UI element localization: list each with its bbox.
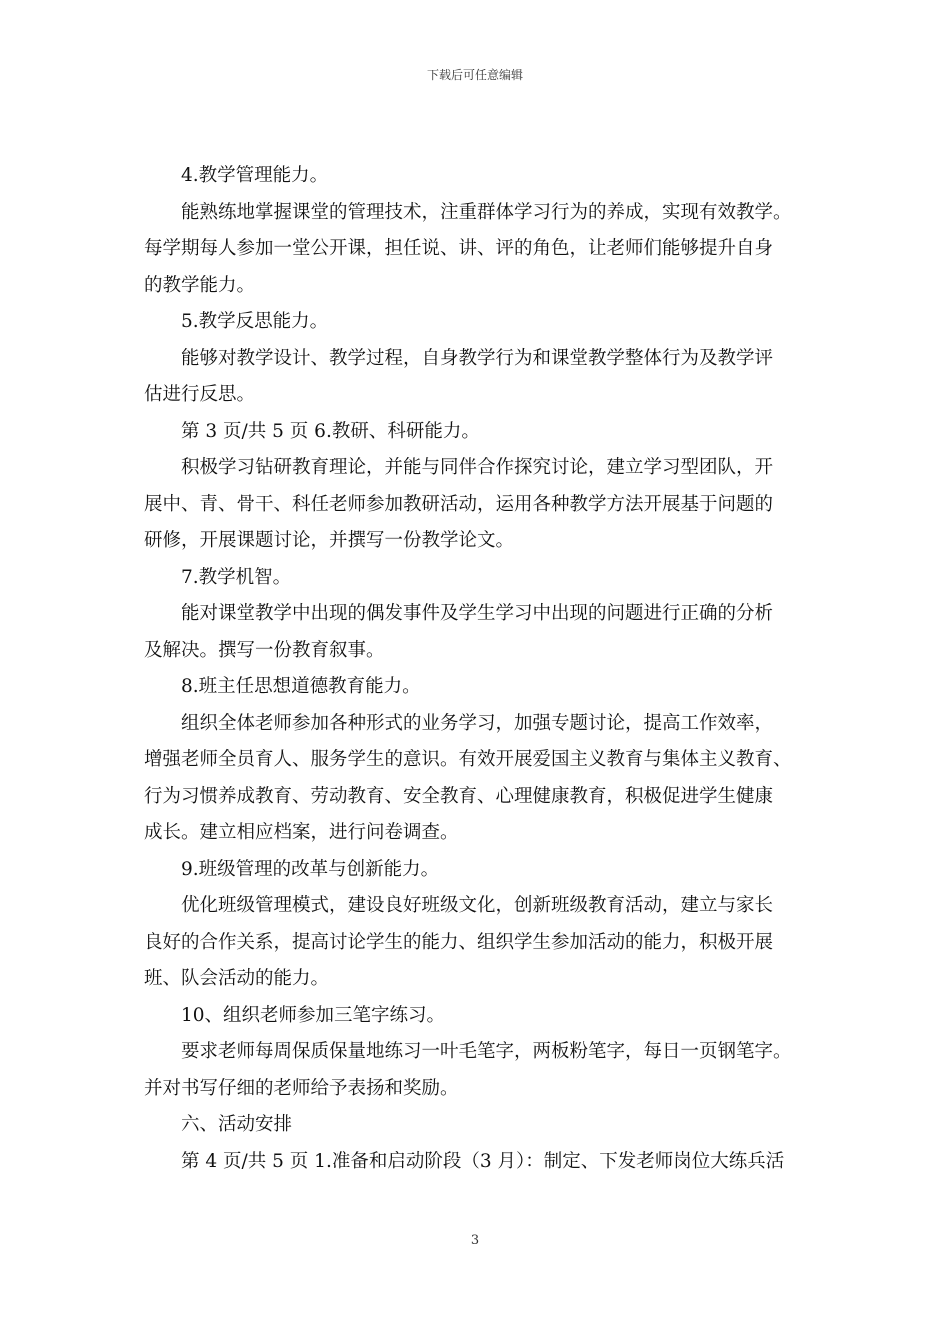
text-line: 要求老师每周保质保量地练习一叶毛笔字，两板粉笔字，每日一页钢笔字。 (181, 1041, 792, 1062)
text-line: 行为习惯养成教育、劳动教育、安全教育、心理健康教育，积极促进学生健康 (144, 785, 774, 807)
text-line: 及解决。撰写一份教育叙事。 (144, 639, 385, 661)
text-line: 增强老师全员育人、服务学生的意识。有效开展爱国主义教育与集体主义教育、 (144, 749, 792, 770)
text-line: 4.教学管理能力。 (181, 165, 329, 186)
text-line: 8.班主任思想道德教育能力。 (181, 676, 421, 697)
text-line: 5.教学反思能力。 (181, 311, 329, 332)
text-line: 第 4 页/共 5 页 1.准备和启动阶段（3 月）：制定、下发老师岗位大练兵活 (181, 1150, 785, 1172)
text-line: 良好的合作关系，提高讨论学生的能力、组织学生参加活动的能力，积极开展 (144, 931, 774, 953)
text-line: 组织全体老师参加各种形式的业务学习，加强专题讨论，提高工作效率， (181, 712, 774, 734)
page-number: 3 (470, 1233, 480, 1248)
text-line: 优化班级管理模式，建设良好班级文化，创新班级教育活动，建立与家长 (181, 895, 774, 916)
text-line: 研修，开展课题讨论，并撰写一份教学论文。 (144, 530, 515, 551)
text-line: 班、队会活动的能力。 (144, 968, 330, 989)
text-line: 积极学习钻研教育理论，并能与同伴合作探究讨论，建立学习型团队，开 (181, 457, 774, 478)
text-line: 10、组织老师参加三笔字练习。 (181, 1004, 446, 1026)
text-line: 成长。建立相应档案，进行问卷调查。 (144, 822, 459, 843)
text-line: 六、活动安排 (181, 1114, 293, 1135)
text-line: 9.班级管理的改革与创新能力。 (181, 858, 440, 880)
text-line: 并对书写仔细的老师给予表扬和奖励。 (144, 1077, 459, 1099)
text-line: 能对课堂教学中出现的偶发事件及学生学习中出现的问题进行正确的分析 (181, 603, 774, 624)
text-line: 展中、青、骨干、科任老师参加教研活动，运用各种教学方法开展基于问题的 (144, 493, 774, 515)
text-line: 估进行反思。 (144, 384, 256, 405)
document-body (144, 158, 810, 1180)
text-line: 每学期每人参加一堂公开课，担任说、讲、评的角色，让老师们能够提升自身 (144, 238, 774, 259)
text-line: 的教学能力。 (144, 274, 256, 296)
text-line: 能够对教学设计、教学过程，自身教学行为和课堂教学整体行为及教学评 (181, 347, 774, 369)
page-header: 下载后可任意编辑 (426, 68, 523, 82)
text-line: 7.教学机智。 (181, 566, 292, 588)
text-line: 能熟练地掌握课堂的管理技术，注重群体学习行为的养成，实现有效教学。 (181, 201, 792, 223)
text-line: 第 3 页/共 5 页 6.教研、科研能力。 (181, 420, 480, 442)
